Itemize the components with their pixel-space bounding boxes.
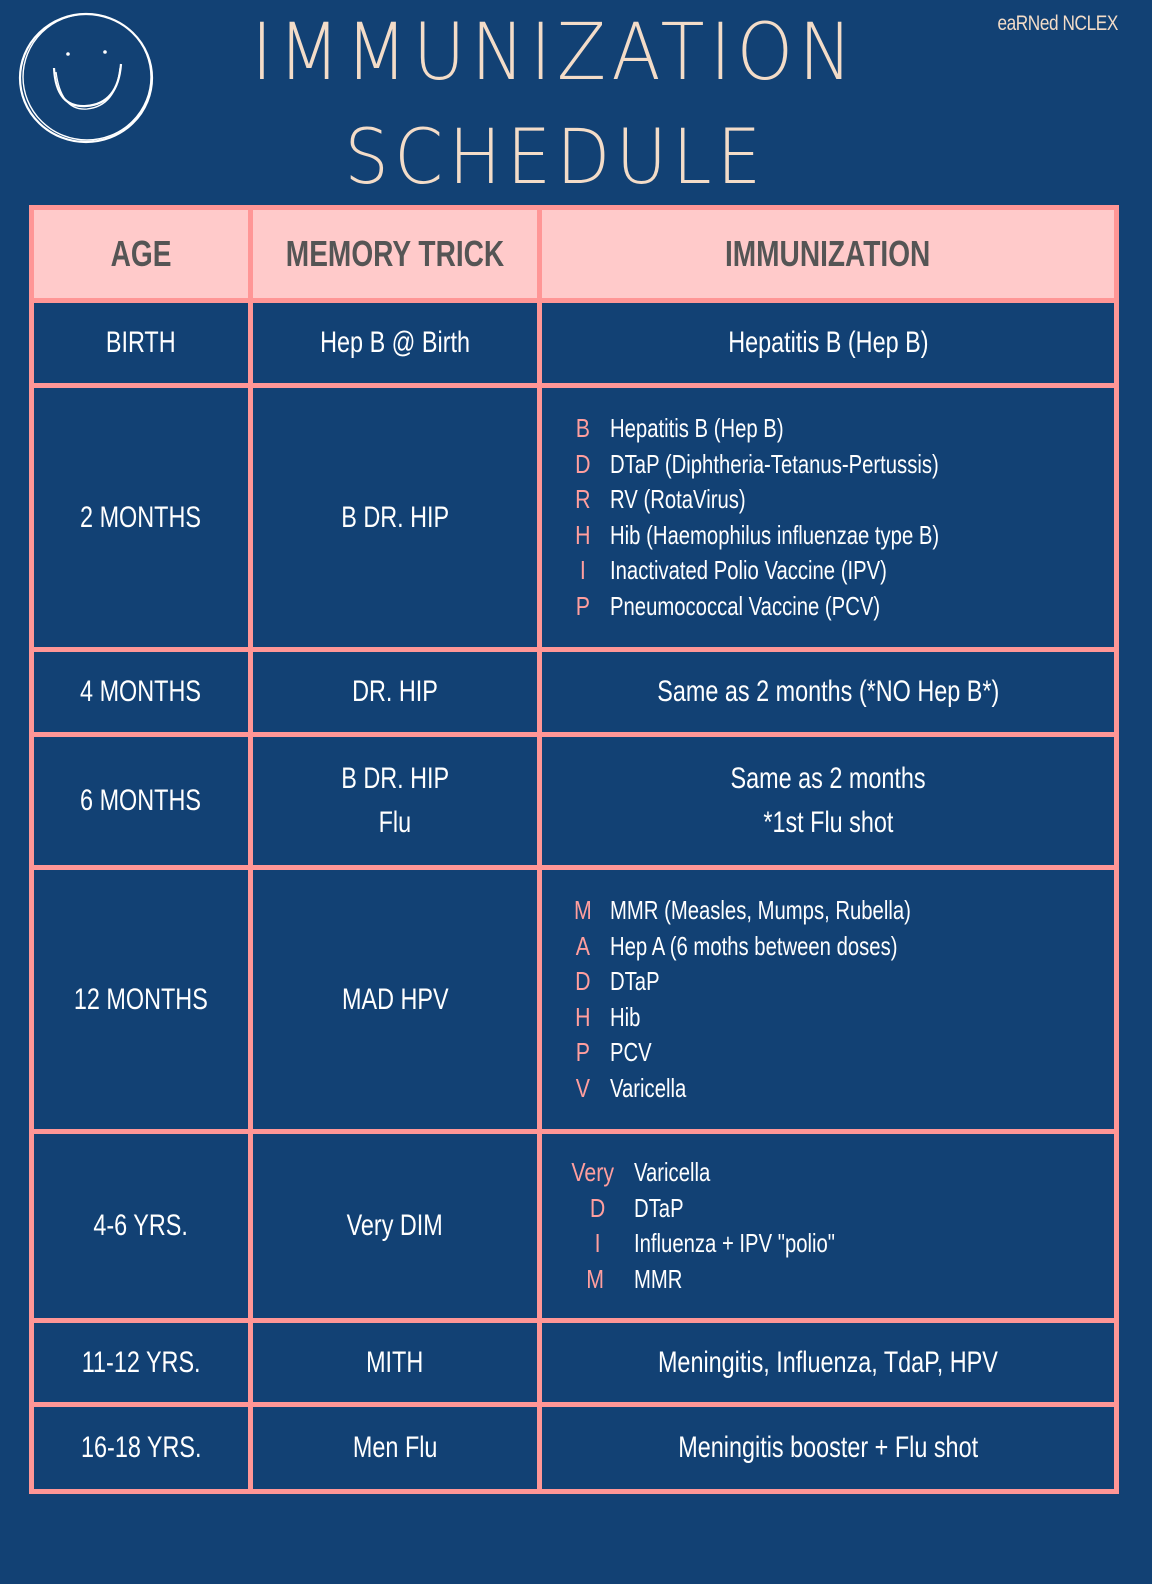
age-cell: 2 MONTHS xyxy=(32,386,251,650)
list-item: Very Varicella xyxy=(571,1157,711,1188)
age-cell: 11-12 YRS. xyxy=(32,1321,251,1405)
age-cell: 4-6 YRS. xyxy=(32,1132,251,1321)
immunization-cell: Hepatitis B (Hep B) xyxy=(540,301,1117,386)
immunization-cell xyxy=(540,386,1117,650)
age-cell: BIRTH xyxy=(32,301,251,386)
table-row xyxy=(32,1132,1117,1321)
list-item: I Influenza + IPV "polio" xyxy=(594,1228,835,1259)
brand-label: eaRNed NCLEX xyxy=(997,12,1118,35)
list-item: H Hib xyxy=(575,1001,641,1032)
list-item: P PCV xyxy=(575,1037,652,1068)
immunization-cell xyxy=(540,868,1117,1132)
table-row xyxy=(32,1321,1117,1405)
age-cell: 16-18 YRS. xyxy=(32,1405,251,1492)
header-immunization: IMMUNIZATION xyxy=(540,208,1117,301)
memory-trick-cell: B DR. HIP xyxy=(251,386,540,650)
list-item: V Varicella xyxy=(575,1072,687,1103)
memory-trick-cell: Hep B @ Birth xyxy=(251,301,540,386)
list-item: D DTaP xyxy=(575,966,660,997)
header-age: AGE xyxy=(32,208,251,301)
memory-trick-cell: Very DIM xyxy=(251,1132,540,1321)
list-item: M MMR (Measles, Mumps, Rubella) xyxy=(573,895,911,926)
age-cell: 6 MONTHS xyxy=(32,735,251,868)
list-item: P Pneumococcal Vaccine (PCV) xyxy=(575,590,881,621)
immunization-cell: Same as 2 months (*NO Hep B*) xyxy=(540,650,1117,735)
page-title-line2: SCHEDULE xyxy=(343,112,767,201)
table-row xyxy=(32,1405,1117,1492)
age-cell: 4 MONTHS xyxy=(32,650,251,735)
list-item: I Inactivated Polio Vaccine (IPV) xyxy=(579,555,887,586)
table-row xyxy=(32,386,1117,650)
age-cell: 12 MONTHS xyxy=(32,868,251,1132)
list-item: H Hib (Haemophilus influenzae type B) xyxy=(575,519,940,550)
table-row xyxy=(32,650,1117,735)
table-row xyxy=(32,868,1117,1132)
list-item: M MMR xyxy=(586,1263,683,1294)
table-header-row xyxy=(32,208,1117,301)
header-memory-trick: MEMORY TRICK xyxy=(251,208,540,301)
immunization-cell: Same as 2 months *1st Flu shot xyxy=(540,735,1117,868)
table-row xyxy=(32,301,1117,386)
list-item: A Hep A (6 moths between doses) xyxy=(575,930,898,961)
immunization-cell xyxy=(540,1132,1117,1321)
list-item: B Hepatitis B (Hep B) xyxy=(575,413,784,444)
memory-trick-cell: DR. HIP xyxy=(251,650,540,735)
list-item: R RV (RotaVirus) xyxy=(575,484,746,515)
memory-trick-cell: MAD HPV xyxy=(251,868,540,1132)
memory-trick-cell: MITH xyxy=(251,1321,540,1405)
table-row xyxy=(32,735,1117,868)
page-title-line1: IMMUNIZATION xyxy=(251,8,859,98)
list-item: D DTaP (Diphtheria-Tetanus-Pertussis) xyxy=(575,448,939,479)
memory-trick-cell: Men Flu xyxy=(251,1405,540,1492)
immunization-cell: Meningitis, Influenza, TdaP, HPV xyxy=(540,1321,1117,1405)
memory-trick-cell: B DR. HIP Flu xyxy=(251,735,540,868)
immunization-cell: Meningitis booster + Flu shot xyxy=(540,1405,1117,1492)
list-item: D DTaP xyxy=(589,1192,684,1223)
immunization-schedule-table xyxy=(29,205,1119,1494)
